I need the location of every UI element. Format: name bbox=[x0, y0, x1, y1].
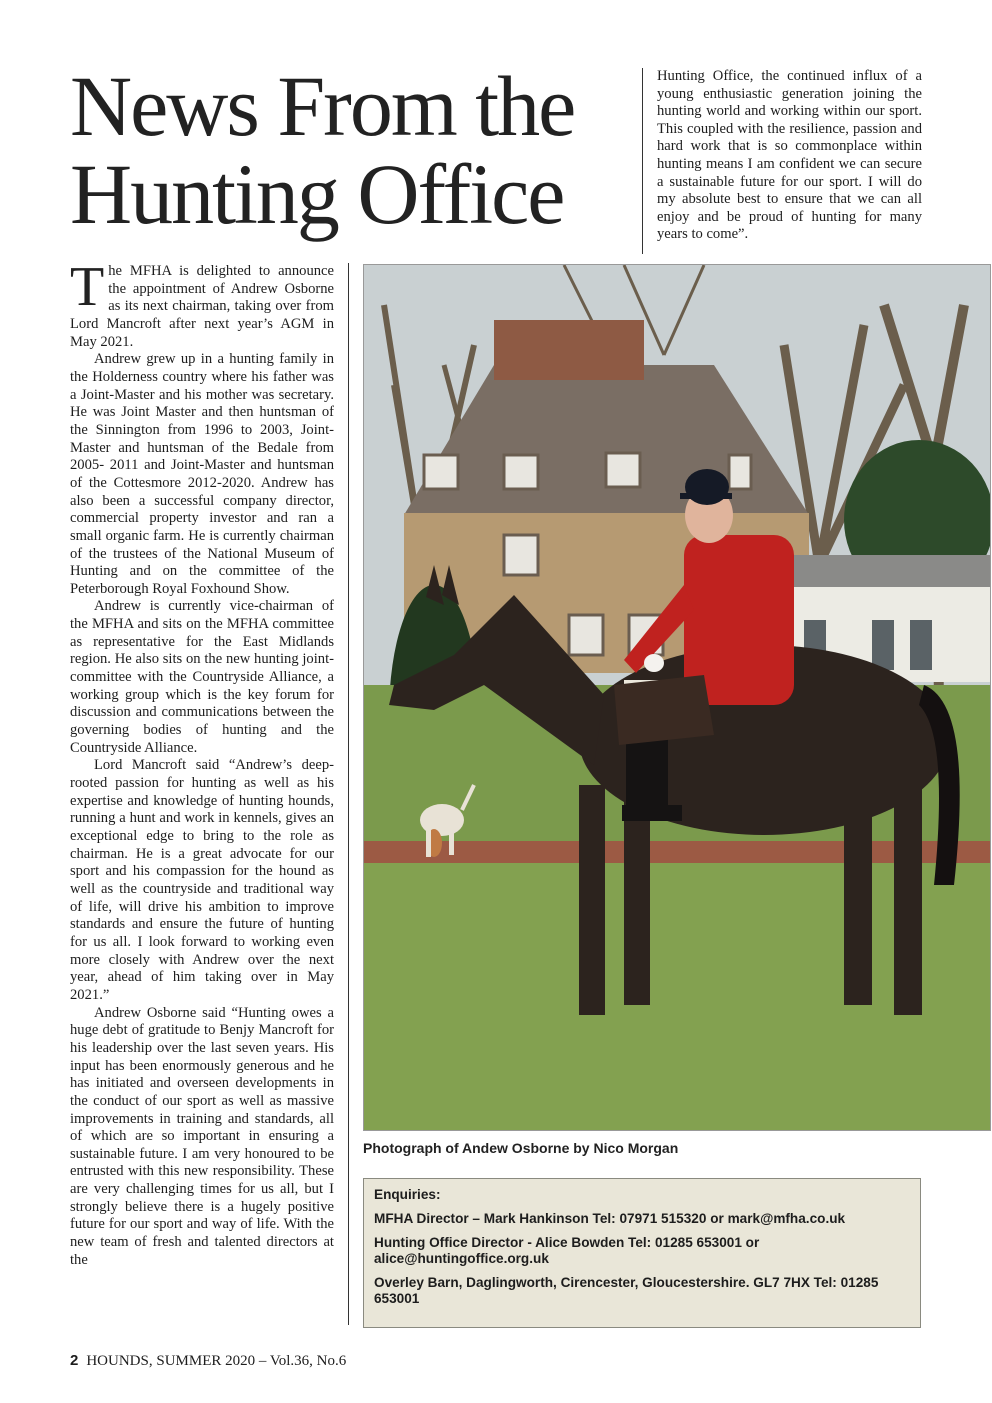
enquiries-mfha-director: MFHA Director – Mark Hankinson Tel: 07971 515320 or mark@mfha.co.uk bbox=[374, 1211, 846, 1226]
article-paragraph-3: Andrew is currently vice-chairman of the MFHA and sits on the MFHA committee as representative for the East Midlands region. He also sits on the new hunting joint-committee with the Countryside Alliance, a working group which is the key forum for discussion and communications between the governing bodies of hunting and the Countryside Alliance. bbox=[70, 598, 334, 756]
article-paragraph-4: Lord Mancroft said “Andrew’s deep-rooted passion for hunting as well as his expertise and knowledge of hunting hounds, running a hunt and work in kennels, gives an exceptional edge to bring to the role as chairman. He is a great advocate for our sport and his compassion for the hound as well as the countryside and traditional way of life, will drive his ambition to improve standards and ensure the future of hunting for us all. I look forward to working even more closely with Andrew over the next year, ahead of him taking over in May 2021.” bbox=[70, 757, 334, 1003]
enquiries-address: Overley Barn, Daglingworth, Cirencester, Gloucestershire. GL7 7HX Tel: 01285 653001 bbox=[374, 1275, 879, 1306]
enquiries-heading: Enquiries: bbox=[374, 1187, 441, 1202]
photo-caption: Photograph of Andew Osborne by Nico Morgan bbox=[363, 1140, 679, 1156]
article-paragraph-1 bbox=[70, 263, 334, 351]
top-right-paragraph: Hunting Office, the continued influx of a young enthusiastic generation joining the hunting world and working within our sport. This coupled with the resilience, passion and hard work that is so commonplace within hunting means I am confident we can secure a sustainable future for our sport. I will do my absolute best to ensure that we can all enjoy and be proud of hunting for many years to come”. bbox=[657, 68, 922, 243]
article-paragraph-5: Andrew Osborne said “Hunting owes a huge debt of gratitude to Benjy Mancroft for his leadership over the last seven years. His input has been enormously generous and he has initiated and overseen developments in the conduct of our sport as well as massive improvements in training and standards, all of which are so important in ensuring a sustainable future. I am very honoured to be entrusted with this new responsibility. These are very challenging times for us all, but I strongly believe there is a hugely positive future for our sport and way of life. With the new team of fresh and talented directors at the bbox=[70, 1004, 334, 1268]
article-paragraph-2: Andrew grew up in a hunting family in the Holderness country where his father was a Joint-Master and his mother was secretary. He was Joint Master and then huntsman of the Sinnington from 1996 to 2003, Joint-Master and huntsman of the Bedale from 2005- 2011 and Joint-Master and huntsman of the Cottesmore 2012-2020. Andrew has also been a successful company director, commercial property investor and ran a small organic farm. He is currently chairman of the trustees of the National Museum of Hunting and on the committee of the Peterborough Royal Foxhound Show. bbox=[70, 351, 334, 597]
enquiries-box bbox=[363, 1178, 921, 1328]
page-footer bbox=[70, 1352, 346, 1370]
headline-line-2: Hunting Office bbox=[70, 146, 564, 242]
enquiries-hunting-office-director: Hunting Office Director - Alice Bowden Tel: 01285 653001 or alice@huntingoffice.org.uk bbox=[374, 1235, 760, 1266]
publication-info: HOUNDS, SUMMER 2020 – Vol.36, No.6 bbox=[86, 1353, 347, 1369]
drop-cap: T bbox=[70, 263, 105, 318]
article-column bbox=[70, 263, 349, 1325]
article-paragraph-1-text: he MFHA is delighted to announce the appointment of Andrew Osborne as its next chairman, taking over from Lord Mancroft after next year’s AGM in May 2021. bbox=[70, 263, 334, 350]
saddle bbox=[614, 675, 714, 745]
top-right-column bbox=[642, 68, 922, 254]
headline bbox=[70, 58, 640, 242]
headline-line-1: News From the bbox=[70, 58, 575, 154]
photo-illustration bbox=[364, 265, 991, 1131]
page-number: 2 bbox=[70, 1352, 79, 1369]
photo bbox=[363, 264, 991, 1131]
